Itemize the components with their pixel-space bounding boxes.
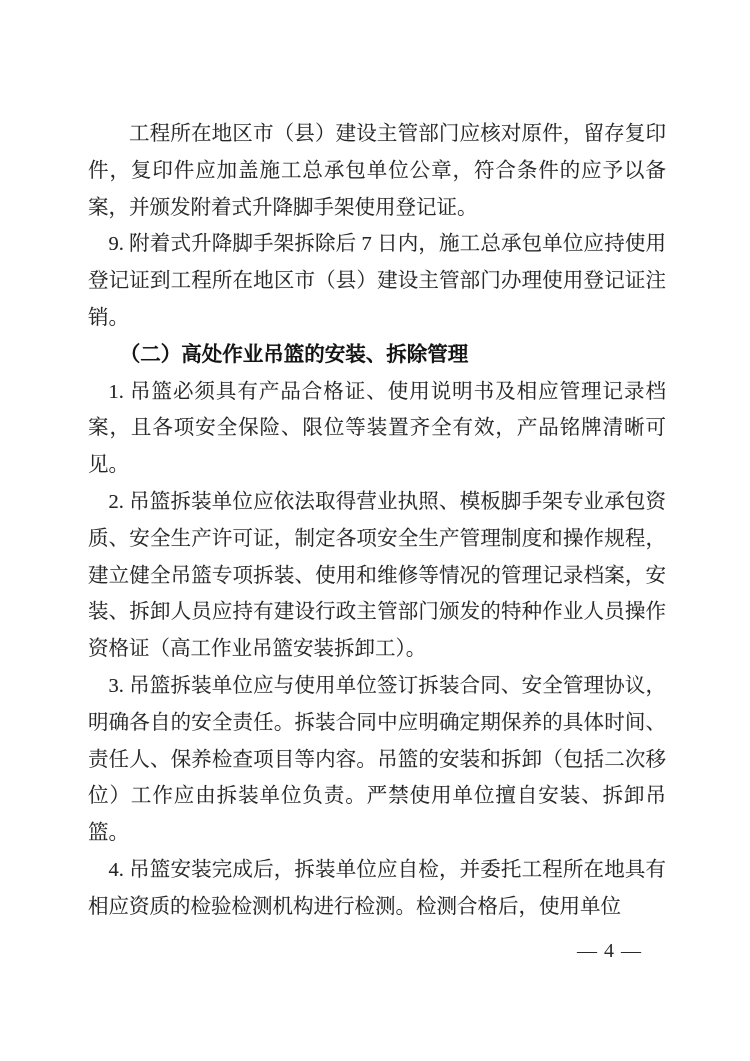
paragraph: 3. 吊篮拆装单位应与使用单位签订拆装合同、安全管理协议，明确各自的安全责任。拆装合同中应明确定期保养的具体时间、责任人、保养检查项目等内容。吊篮的安装和拆卸（包括二次移位）工作应由拆装单位负责。严禁使用单位擅自安装、拆卸吊篮。 [88,674,666,845]
paragraph: 2. 吊篮拆装单位应依法取得营业执照、模板脚手架专业承包资质、安全生产许可证，制定各项安全生产管理制度和操作规程，建立健全吊篮专项拆装、使用和维修等情况的管理记录档案，安装、拆卸人员应持有建设行政主管部门颁发的特种作业人员操作资格证（高工作业吊篮安装拆卸工）。 [88,490,666,661]
document-body [88,116,666,926]
paragraph: 9. 附着式升降脚手架拆除后 7 日内，施工总承包单位应持使用登记证到工程所在地区市（县）建设主管部门办理使用登记证注销。 [88,233,666,329]
paragraph: 4. 吊篮安装完成后，拆装单位应自检，并委托工程所在地具有相应资质的检验检测机构进行检测。检测合格后，使用单位 [88,858,666,918]
paragraph: 1. 吊篮必须具有产品合格证、使用说明书及相应管理记录档案，且各项安全保险、限位等装置齐全有效，产品铭牌清晰可见。 [88,380,666,477]
paragraph: 工程所在地区市（县）建设主管部门应核对原件，留存复印件，复印件应加盖施工总承包单位公章，符合条件的应予以备案，并颁发附着式升降脚手架使用登记证。 [88,123,666,219]
section-heading: （二）高处作业吊篮的安装、拆除管理 [119,343,469,366]
page-number: — 4 — [577,940,642,962]
